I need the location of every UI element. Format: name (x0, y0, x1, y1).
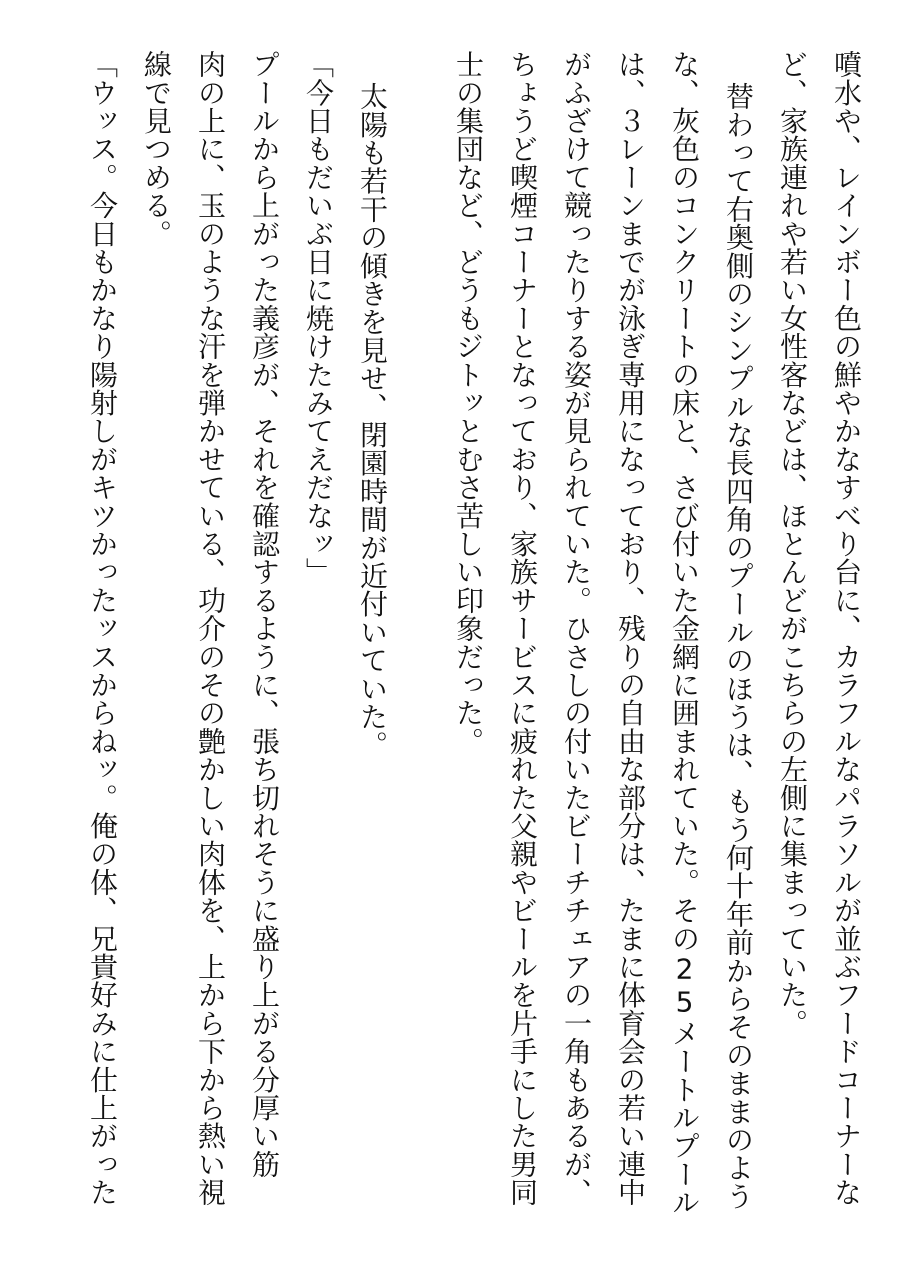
text-line-10: 「今日もだいぶ日に焼けたみてえだなッ」 (302, 50, 335, 586)
text-line-11: プールから上がった義彦が、それを確認するように、張ち切れそうに盛り上がる分厚い筋 (248, 50, 281, 1178)
text-line-8: 士の集団など、どうもジトッとむさ苦しい印象だった。 (452, 50, 485, 755)
text-line-14: 「ウッス。今日もかなり陽射しがキツかったッスからねッ。俺の体、兄貴好みに仕上がった (86, 50, 119, 1207)
text-line-13: 線で見つめる。 (140, 50, 173, 248)
text-line-12: 肉の上に、玉のような汗を弾かせている、功介のその艶かしい肉体を、上から下から熱い視 (194, 50, 227, 1207)
text-line-9: 太陽も若干の傾きを見せ、閉園時間が近付いていた。 (356, 82, 389, 759)
text-line-4: な、灰色のコンクリートの床と、さび付いた金網に囲まれていた。その25メートルプール (668, 50, 701, 1217)
text-line-6: がふざけて競ったりする姿が見られていた。ひさしの付いたビーチチェアの一角もあるが、 (560, 50, 593, 1207)
text-line-5: は、３レーンまでが泳ぎ専用になっており、残りの自由な部分は、たまに体育会の若い連中 (614, 50, 647, 1207)
text-line-7: ちょうど喫煙コーナーとなっており、家族サービスに疲れた父親やビールを片手にした男同 (506, 50, 539, 1207)
text-line-3: 替わって右奥側のシンプルな長四角のプールのほうは、もう何十年前からそのままのよう (722, 82, 755, 1210)
text-line-2: ど、家族連れや若い女性客などは、ほとんどがこちらの左側に集まっていた。 (776, 50, 809, 1037)
text-line-1: 噴水や、レインボー色の鮮やかなすべり台に、カラフルなパラソルが並ぶフードコーナーな (830, 50, 863, 1207)
